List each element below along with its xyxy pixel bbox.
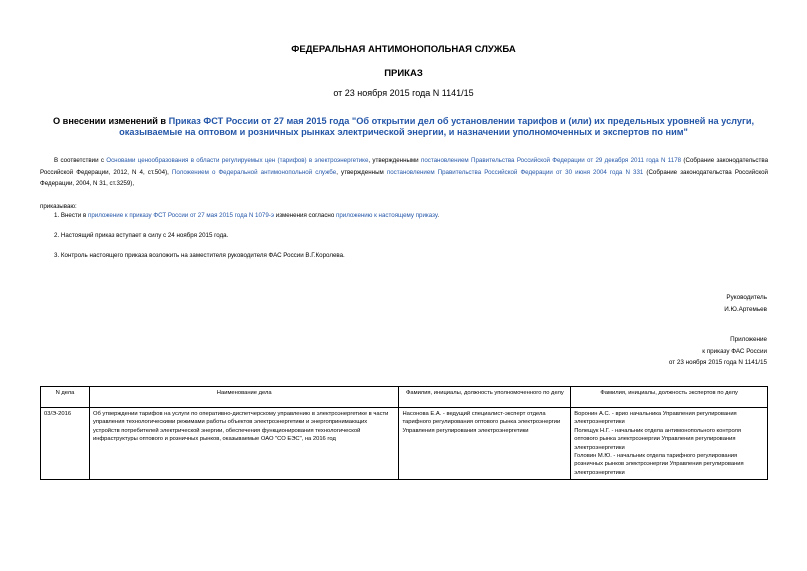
intro-link-pricing-basics[interactable]: Основами ценообразования в области регулируемых цен (тарифов) в электроэнергетике (106, 157, 369, 164)
intro-text-3: (Собрание законодательства Российской Федерации, 2012, N 4, ст.504), (40, 157, 769, 176)
header-case-number: N дела (41, 387, 90, 408)
intro-link-fas-regulation[interactable]: Положением о Федеральной антимонопольной службе (171, 168, 337, 176)
cell-case-number: 03/Э-2016 (41, 408, 90, 480)
order-item-2: 2. Настоящий приказ вступает в силу с 24 ноября 2015 года. (54, 232, 229, 239)
intro-text-4: , утвержденным (336, 168, 387, 176)
header-authorized: Фамилия, инициалы, должность уполномоченного по делу (399, 387, 571, 408)
appendix-line-2: к приказу ФАС России (702, 347, 767, 355)
intro-link-decree-1178[interactable]: постановлением Правительства Российской Федерации от 29 декабря 2011 года N 1178 (420, 157, 682, 164)
order-item-1-text-1: 1. Внести в (54, 212, 88, 219)
cell-case-name: Об утверждении тарифов на услуги по оперативно-диспетчерскому управлению в электроэнергетике в части управления технологическими режимами работы объектов электроэнергетики и энергопринимающих устройств потребителей электрической энергии, обеспечения функционирования технологической инфраструктуры оптового и розничных рынков, оказываемые ОАО "СО ЕЭС", на 2016 год (89, 408, 399, 480)
expert-3: Головин М.Ю. - начальник отдела тарифного регулирования розничных рынков электроэнергии Управления регулирования электроэнергетики (574, 453, 744, 476)
intro-text-2: , утвержденными (368, 157, 421, 164)
intro-text-1: В соответствии с (54, 157, 107, 164)
intro-text-5: (Собрание законодательства Российской Федерации, 2004, N 31, ст.3259), (40, 168, 768, 187)
appendix-line-1: Приложение (730, 336, 767, 343)
order-item-3: 3. Контроль настоящего приказа возложить на заместителя руководителя ФАС России В.Г.Королева. (54, 252, 345, 259)
order-lead: приказываю: (40, 203, 77, 210)
agency-heading: ФЕДЕРАЛЬНАЯ АНТИМОНОПОЛЬНАЯ СЛУЖБА (291, 44, 516, 55)
order-item-1-text-3: . (437, 212, 440, 219)
document-date-number: от 23 ноября 2015 года N 1141/15 (333, 88, 474, 98)
cell-experts (571, 408, 768, 480)
appendix-line-3: от 23 ноября 2015 года N 1141/15 (668, 359, 767, 366)
order-item-1-text-2: изменения согласно (274, 212, 336, 219)
table-row (41, 408, 768, 480)
appendix-block (669, 334, 767, 369)
expert-2: Полещук Н.Г. - начальник отдела антимонопольного контроля оптового рынка электроэнергии Управления регулирования электроэнергетики (574, 427, 742, 451)
intro-link-decree-331[interactable]: постановлением Правительства Российской Федерации от 30 июня 2004 года N 331 (386, 168, 644, 176)
experts-table (40, 386, 768, 480)
order-item-1-link-order-1079[interactable]: приложение к приказу ФСТ России от 27 мая 2015 года N 1079-э (87, 212, 275, 219)
header-experts: Фамилия, инициалы, должность экспертов по делу (571, 387, 768, 408)
signature-name: И.Ю.Артемьев (724, 305, 767, 313)
order-item-1-link-appendix[interactable]: приложению к настоящему приказу (336, 212, 438, 219)
title-link[interactable]: Приказ ФСТ России от 27 мая 2015 года "Об открытии дел об установлении тарифов и (или) их предельных уровней на услуги, оказываемые на оптовом и розничных рынках электрической энергии, и назначении уполномоченных и экспертов по ним" (119, 116, 755, 137)
header-case-name: Наименование дела (89, 387, 399, 408)
order-item-1 (54, 210, 439, 222)
cell-authorized: Насонова Е.А. - ведущий специалист-эксперт отдела тарифного регулирования оптового рынка электроэнергии Управления регулирования электроэнергетики (399, 408, 571, 480)
table-header-row (41, 387, 768, 408)
signature-role: Руководитель (726, 294, 767, 301)
intro-paragraph (40, 155, 768, 190)
document-title (0, 116, 807, 138)
signature-block (724, 292, 767, 315)
title-prefix: О внесении изменений в (52, 116, 169, 126)
document-type: ПРИКАЗ (384, 68, 423, 79)
expert-1: Воронин А.С. - врио начальника Управления регулирования электроэнергетики (574, 411, 737, 426)
